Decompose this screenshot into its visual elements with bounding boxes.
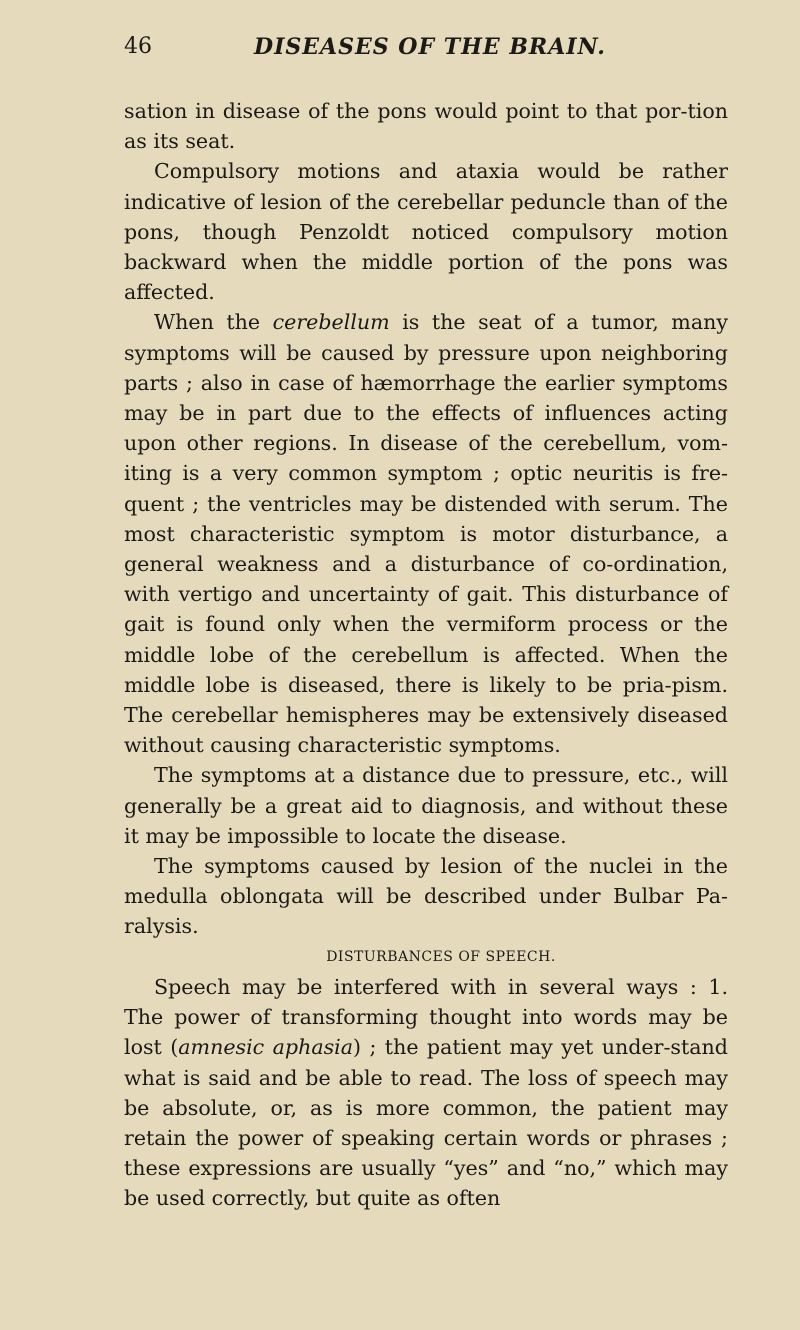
text-run: Speech may be interfered with in several ways : 1. The power of transforming thought into words may be lost ( [124,974,728,1060]
paragraph-medulla: The symptoms caused by lesion of the nuclei in the medulla oblongata will be described under Bulbar Pa-ralysis. [124,854,728,939]
paragraph-speech [124,972,728,1214]
body-text [124,96,728,1214]
italic-term-cerebellum: cerebellum [272,310,390,335]
paragraph-compulsory-motions: Compulsory motions and ataxia would be rather indicative of lesion of the cerebellar peduncle than of the pons, though Penzoldt noticed compulsory motion backward when the middle portion of the pons was affected. [124,159,728,305]
paragraph-distance-symptoms: The symptoms at a distance due to pressure, etc., will generally be a great aid to diagnosis, and without these it may be impossible to locate the disease. [124,763,728,848]
italic-term-amnesic-aphasia: amnesic aphasia [178,1035,354,1060]
text-run: is the seat of a tumor, many symptoms will be caused by pressure upon neighboring parts ; also in case of hæmorrhage the earlier symptoms may be in part due to the effects of influences acting upon other regions. In disease of the cerebellum, vom-iting is a very common symptom ; optic neuritis is fre-quent ; the ventricles may be distended with serum. The most characteristic symptom is motor disturbance, a general weakness and a disturbance of co-ordination, with vertigo and uncertainty of gait. This disturbance of gait is found only when the vermiform process or the middle lobe of the cerebellum is affected. When the middle lobe is diseased, there is likely to be pria-pism. The cerebellar hemispheres may be extensively diseased without causing characteristic symptoms. [124,310,728,758]
paragraph-cerebellum [124,307,728,760]
text-run: ) ; the patient may yet under-stand what is said and be able to read. The loss of speech may be absolute, or, as is more common, the patient may retain the power of speaking certain words or phrases ; these expressions are usually “yes” and “no,” which may be used correctly, but quite as often [124,1035,728,1211]
running-title: DISEASES OF THE BRAIN. [254,34,606,60]
section-heading: DISTURBANCES OF SPEECH. [326,948,556,965]
paragraph-continuation: sation in disease of the pons would point to that por-tion as its seat. [124,99,728,154]
text-run: When the [154,310,273,335]
page-header [124,34,744,64]
page-number: 46 [124,34,152,59]
